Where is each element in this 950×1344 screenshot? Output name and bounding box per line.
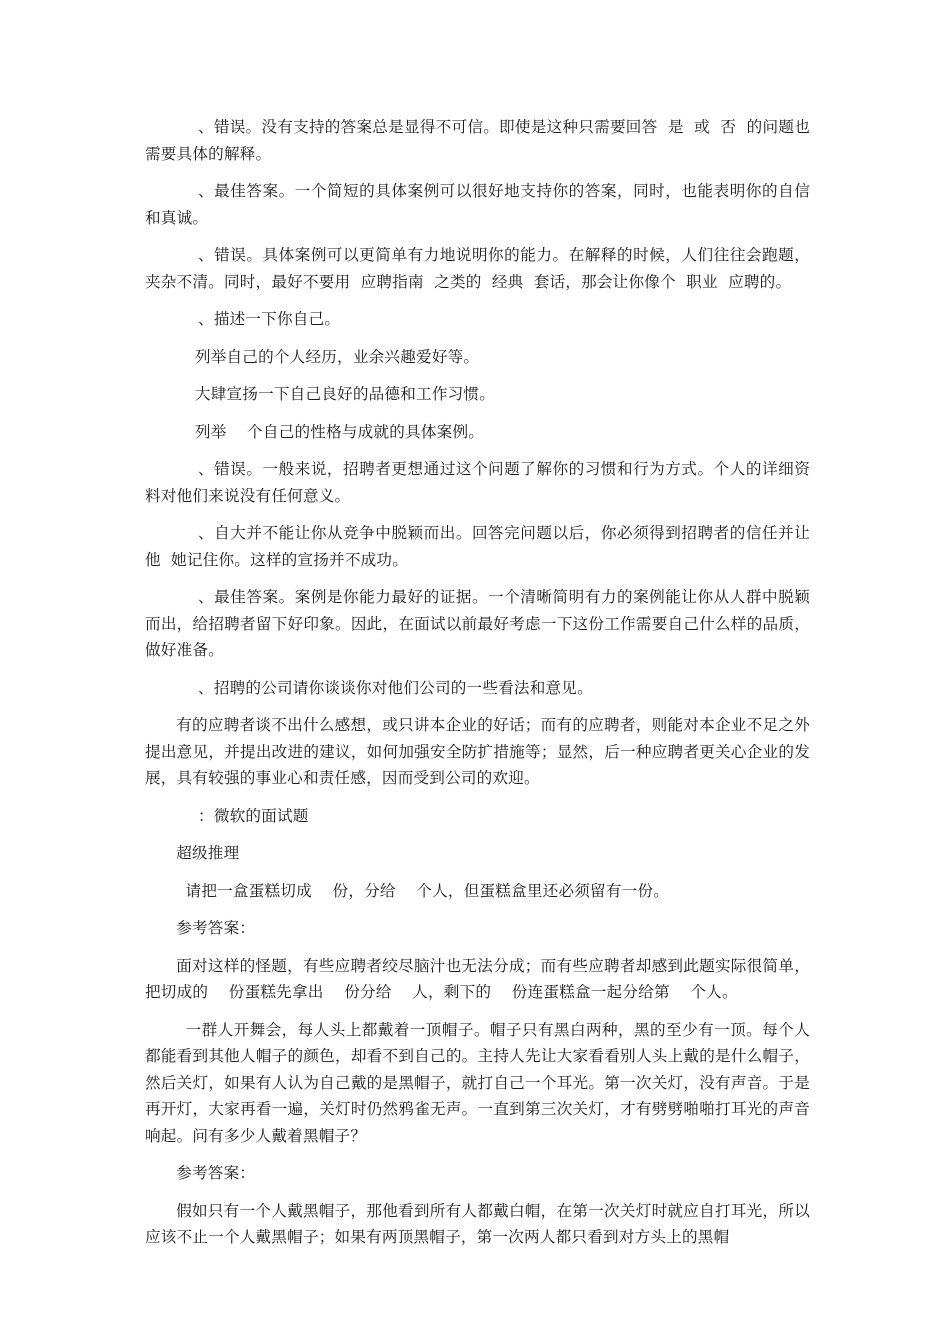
answer-label: 参考答案： — [176, 919, 256, 937]
question: 一群人开舞会，每人头上都戴着一顶帽子。帽子只有黑白两种，黑的至少有一顶。每个人都能看到其他人帽子的颜色，却看不到自己的。主持人先让大家看看别人头上戴的是什么帽子，然后关灯，如果有人认为自己戴的是黑帽子，就打自己一个耳光。第一次关灯，没有声音。于是再开灯，大家再看一遍，关灯时仍然鸦雀无声。一直到第三次关灯，才有劈劈啪啪打耳光的声音响起。问有多少人戴着黑帽子？ — [145, 1020, 810, 1145]
paragraph: 、自大并不能让你从竞争中脱颖而出。回答完问题以后，你必须得到招聘者的信任并让他 她记住你。这样的宣扬并不成功。 — [145, 524, 810, 569]
subheading: 超级推理 — [176, 844, 240, 862]
section-heading: ：微软的面试题 — [198, 806, 309, 825]
paragraph: 大肆宣扬一下自己良好的品德和工作习惯。 — [194, 385, 495, 403]
paragraph: 、描述一下你自己。 — [198, 310, 341, 328]
paragraph: 、错误。没有支持的答案总是显得不可信。即使是这种只需要回答 是 或 否 的问题也需要具体的解释。 — [145, 118, 810, 163]
question: 请把一盒蛋糕切成 份，分给 个人，但蛋糕盒里还必须留有一份。 — [185, 881, 670, 900]
paragraph: 列举自己的个人经历，业余兴趣爱好等。 — [194, 347, 480, 366]
paragraph: 、错误。具体案例可以更简单有力地说明你的能力。在解释的时候，人们往往会跑题，夹杂不清。同时，最好不要用 应聘指南 之类的 经典 套话，那会让你像个 职业 应聘的。 — [145, 246, 810, 291]
answer: 面对这样的怪题，有些应聘者绞尽脑汁也无法分成；而有些应聘者却感到此题实际很简单，把切成的 份蛋糕先拿出 份分给 人，剩下的 份连蛋糕盒一起分给第 个人。 — [145, 956, 810, 1001]
paragraph: 、错误。一般来说，招聘者更想通过这个问题了解你的习惯和行为方式。个人的详细资料对他们来说没有任何意义。 — [145, 460, 810, 505]
paragraph: 有的应聘者谈不出什么感想，或只讲本企业的好话；而有的应聘者，则能对本企业不足之外提出意见，并提出改进的建议，如何加强安全防扩措施等；显然，后一种应聘者更关心企业的发展，具有较强的事业心和责任感，因而受到公司的欢迎。 — [145, 716, 810, 787]
answer: 假如只有一个人戴黑帽子，那他看到所有人都戴白帽，在第一次关灯时就应自打耳光，所以应该不止一个人戴黑帽子；如果有两顶黑帽子，第一次两人都只看到对方头上的黑帽 — [145, 1201, 810, 1246]
paragraph: 、最佳答案。案例是你能力最好的证据。一个清晰简明有力的案例能让你从人群中脱颖而出，给招聘者留下好印象。因此，在面试以前最好考虑一下这份工作需要自己什么样的品质，做好准备。 — [145, 588, 810, 659]
answer-label: 参考答案： — [176, 1164, 256, 1182]
document-body — [145, 114, 810, 1262]
paragraph: 列举 个自己的性格与成就的具体案例。 — [194, 422, 485, 441]
paragraph: 、招聘的公司请你谈谈你对他们公司的一些看法和意见。 — [198, 678, 593, 697]
paragraph: 、最佳答案。一个简短的具体案例可以很好地支持你的答案，同时，也能表明你的自信和真诚。 — [145, 182, 810, 227]
